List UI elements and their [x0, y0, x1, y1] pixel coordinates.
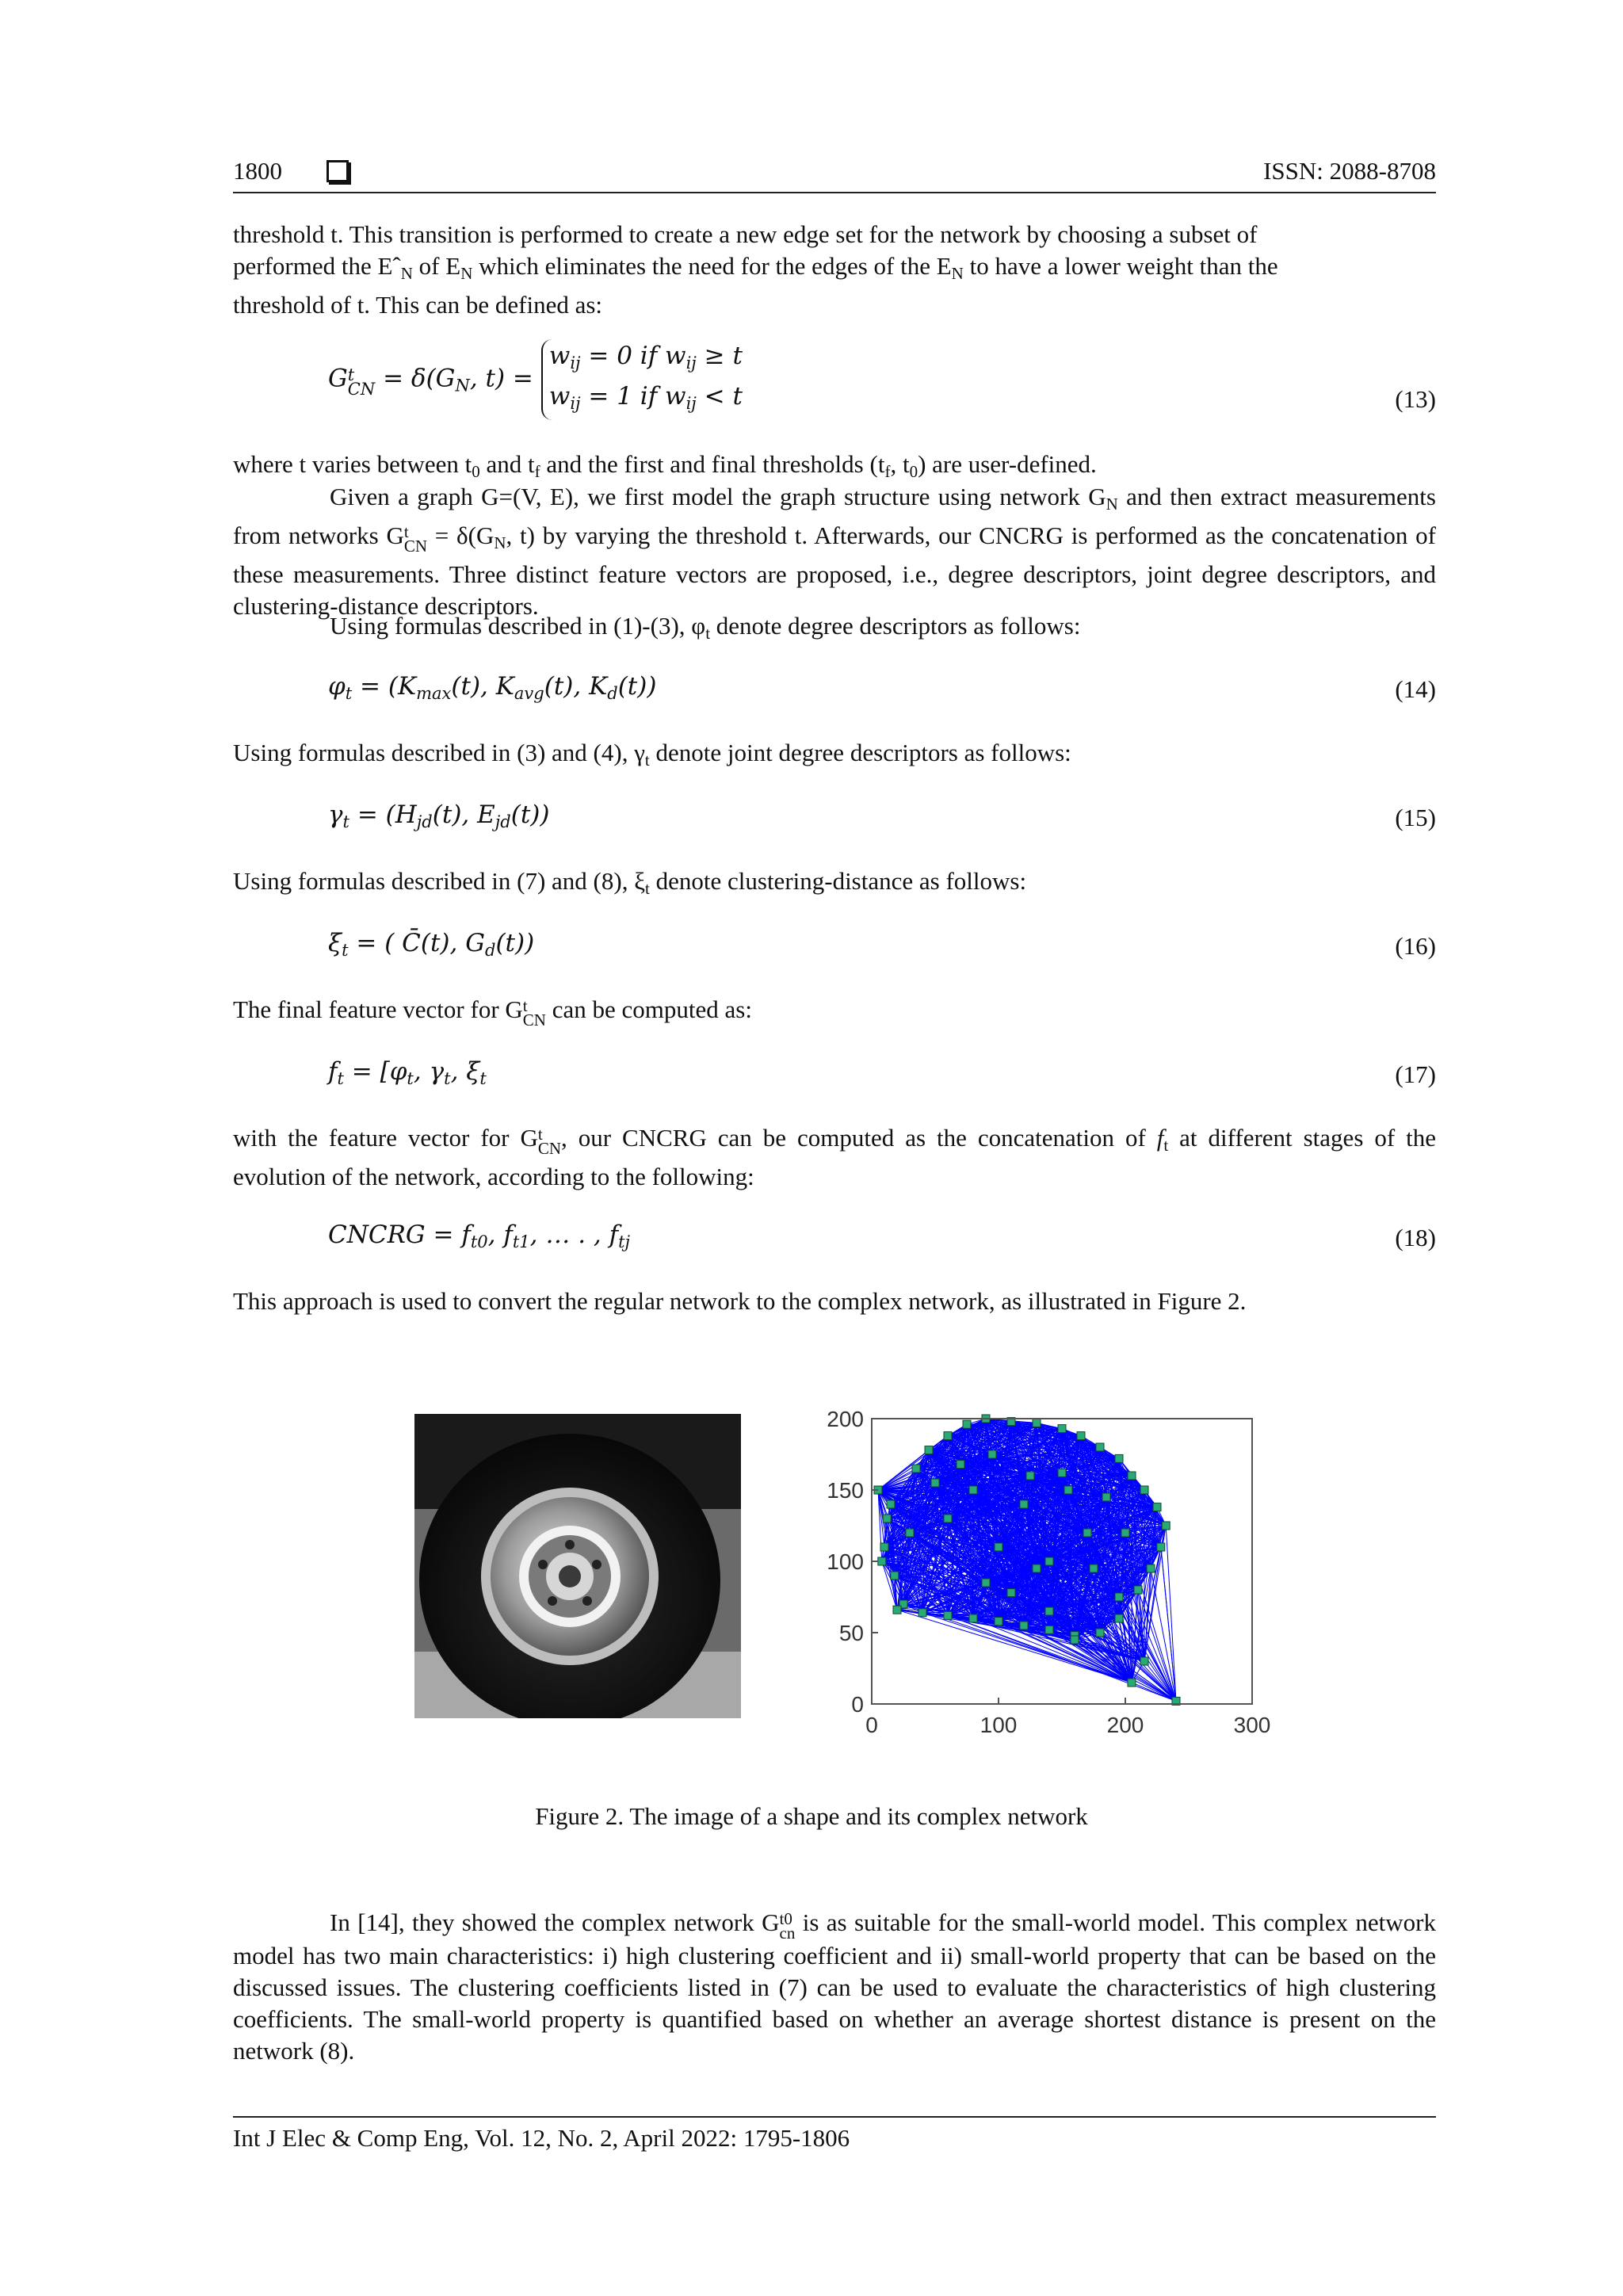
network-node	[969, 1614, 977, 1622]
network-node	[1096, 1443, 1104, 1451]
network-node	[1134, 1586, 1142, 1594]
network-node	[883, 1515, 891, 1522]
paragraph-2: where t varies between $t_0$ and $t_f$ and the first and final thresholds ($t_f$, $t_0$) are user-defined.	[233, 450, 1097, 481]
y-tick-label: 150	[827, 1478, 864, 1503]
network-node	[963, 1420, 971, 1428]
network-node	[1007, 1589, 1015, 1597]
complex-network-chart	[800, 1395, 1276, 1752]
paragraph-10: In [14], they showed the complex network Gt0 cn is as suitable for the small-world model. This complex network model has two main characteristics: i) high clustering coefficient and ii) small-world property that can be based on the discussed issues. The clustering coefficients listed in (7) can be used to evaluate the characteristics of high clustering coefficients. The small-world property is quantified based on whether an average shortest distance is present on the network (8).	[233, 1908, 1436, 2065]
network-node	[1115, 1593, 1123, 1601]
network-node	[931, 1479, 939, 1487]
y-tick-label: 0	[851, 1692, 864, 1717]
network-node	[1045, 1557, 1053, 1565]
network-node	[1140, 1657, 1148, 1665]
network-node	[1157, 1543, 1165, 1551]
equation-17: $f_t = [\varphi_t$, $\gamma_t$, $\xi_t$	[328, 1057, 487, 1088]
network-node	[1128, 1472, 1136, 1480]
y-tick-label: 100	[827, 1549, 864, 1574]
network-node	[1090, 1564, 1098, 1572]
paragraph-1: threshold t. This transition is performed to create a new edge set for the network by choosing a subset of performed the Eˆ$_N$ of $E_N$ which eliminates the need for the edges of the $E_N$ to have a lower weight than the threshold of t. This can be defined as:	[233, 220, 1278, 319]
equation-13: Gt CN = $\delta(G_N$, $t) = w_{ij} = 0$ if $w_{ij} \ge t$ $w_{ij} = 1$ if $w_{ij} < t$	[328, 339, 743, 420]
x-tick-label: 300	[1233, 1713, 1271, 1737]
equation-15: $\gamma_t = (H_{jd}(t)$, $E_{jd}(t)$)	[328, 800, 550, 831]
paragraph-7: The final feature vector for Gt CN can be computed as:	[233, 995, 752, 1030]
paragraph-9: This approach is used to convert the regular network to the complex network, as illustrated in Figure 2.	[233, 1287, 1247, 1315]
network-node	[1020, 1500, 1028, 1508]
network-node	[1058, 1425, 1066, 1433]
paragraph-3: Given a graph G=(V, E), we first model the graph structure using network $G_N$ and then extract measurements from networks Gt CN = $\delta(G_N$, t) by varying the threshold t. Afterwards, our CNCRG is performed as the concatenation of these measurements. Three distinct feature vectors are proposed, i.e., degree descriptors, joint degree descriptors, and clustering-distance descriptors.	[233, 483, 1436, 620]
network-node	[878, 1557, 886, 1565]
network-node	[1096, 1629, 1104, 1637]
network-node	[1083, 1529, 1091, 1537]
network-node	[891, 1572, 899, 1580]
page-footer	[233, 2116, 1436, 2153]
network-node	[1128, 1679, 1136, 1687]
network-node	[1121, 1529, 1129, 1537]
equation-18: CNCRG = $f_{t0}$, $f_{t1}$, … . , $f_{tj}$	[328, 1221, 631, 1251]
journal-citation: Int J Elec & Comp Eng, Vol. 12, No. 2, April 2022: 1795-1806	[233, 2124, 850, 2152]
page-header	[233, 155, 1436, 193]
equation-14: $\varphi_t = (K_{max}(t)$, $K_{avg}(t)$, $K_d(t)$)	[328, 672, 657, 703]
network-node	[1077, 1432, 1085, 1440]
network-node	[906, 1529, 914, 1537]
y-tick-label: 50	[838, 1621, 864, 1645]
equation-16: $\xi_t$ = ( C̄(t), $G_d(t)$)	[328, 929, 535, 960]
equation-number-13: (13)	[1395, 385, 1436, 413]
network-node	[893, 1606, 901, 1614]
network-node	[995, 1543, 1002, 1551]
network-node	[969, 1486, 977, 1494]
network-node	[1033, 1564, 1041, 1572]
page-number: 1800	[233, 157, 282, 185]
network-node	[912, 1465, 920, 1473]
paragraph-8: with the feature vector for Gt CN, our CNCRG can be computed as the concatenation of $f_t$ at different stages of the evolution of the network, according to the following:	[233, 1124, 1437, 1190]
network-node	[1071, 1636, 1079, 1644]
network-node	[1140, 1486, 1148, 1494]
network-node	[988, 1450, 996, 1458]
cases-brace: $w_{ij} = 0$ if $w_{ij} \ge t$ $w_{ij} = 1$ if $w_{ij} < t$	[541, 339, 743, 420]
network-node	[918, 1609, 926, 1617]
equation-number-16: (16)	[1395, 932, 1436, 960]
network-node	[1020, 1622, 1028, 1629]
network-node	[880, 1543, 888, 1551]
square-bullet-icon	[327, 160, 349, 182]
network-node	[887, 1500, 895, 1508]
y-tick-label: 200	[827, 1407, 864, 1431]
network-node	[1045, 1607, 1053, 1615]
network-node	[1064, 1486, 1072, 1494]
network-node	[944, 1611, 952, 1619]
network-node	[1115, 1454, 1123, 1462]
tire-image	[414, 1414, 741, 1718]
issn: ISSN: 2088-8708	[1263, 157, 1436, 185]
paragraph-4: Using formulas described in (1)-(3), $\varphi_t$ denote degree descriptors as follows:	[330, 612, 1081, 643]
equation-number-17: (17)	[1395, 1060, 1436, 1088]
network-node	[1033, 1419, 1041, 1427]
network-node	[957, 1461, 964, 1469]
network-node	[982, 1579, 990, 1587]
network-node	[944, 1432, 952, 1440]
network-node	[1026, 1472, 1034, 1480]
network-edges	[878, 1419, 1176, 1701]
network-node	[925, 1446, 933, 1454]
network-node	[1058, 1469, 1066, 1477]
network-node	[944, 1515, 952, 1522]
equation-number-18: (18)	[1395, 1224, 1436, 1251]
x-tick-label: 100	[980, 1713, 1018, 1737]
network-node	[1153, 1503, 1161, 1511]
paragraph-5: Using formulas described in (3) and (4), $\gamma_t$ denote joint degree descriptors as follows:	[233, 739, 1071, 770]
network-node	[1147, 1564, 1155, 1572]
network-node	[1115, 1614, 1123, 1622]
paragraph-6: Using formulas described in (7) and (8), $\xi_t$ denote clustering-distance as follows:	[233, 867, 1027, 898]
network-node	[1102, 1493, 1110, 1501]
y-axis-ticks	[827, 1407, 878, 1717]
x-tick-label: 200	[1106, 1713, 1144, 1737]
network-node	[995, 1618, 1002, 1626]
network-node	[1045, 1626, 1053, 1633]
equation-number-15: (15)	[1395, 804, 1436, 831]
network-node	[1162, 1522, 1170, 1530]
figure-caption: Figure 2. The image of a shape and its complex network	[535, 1802, 1088, 1830]
x-tick-label: 0	[865, 1713, 878, 1737]
equation-number-14: (14)	[1395, 675, 1436, 703]
